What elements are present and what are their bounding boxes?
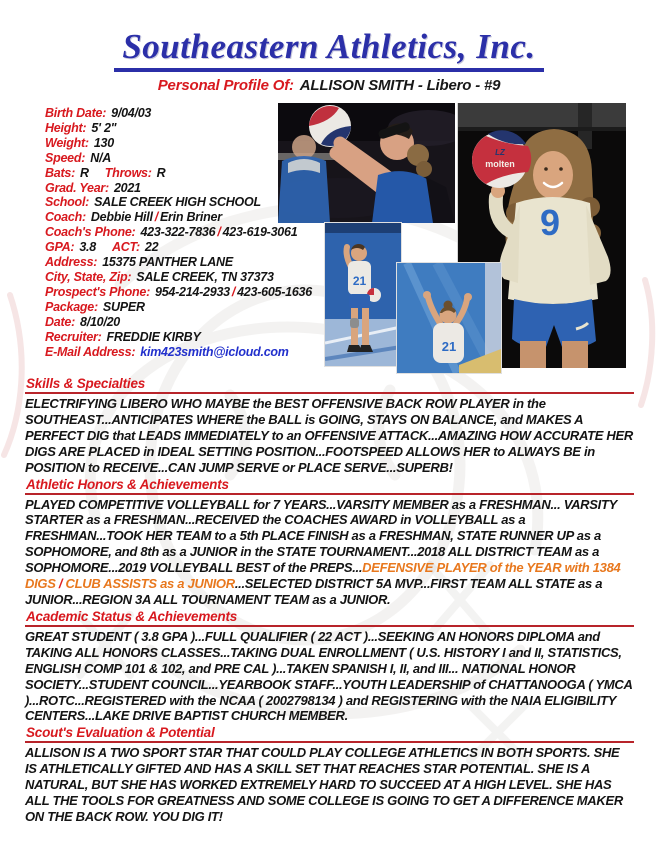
athletic-highlight: DEFENSIVE PLAYER of the YEAR with 1384 DIGS	[25, 560, 621, 592]
ball-label-text: LZ	[495, 148, 505, 157]
info-label: Height:	[45, 120, 87, 135]
photo-serving-21	[396, 262, 502, 374]
info-value: 423-322-7836	[140, 225, 216, 240]
info-value: 8/10/20	[80, 314, 120, 329]
jersey-number-21: 21	[352, 274, 367, 288]
section-heading-athletic: Athletic Honors & Achievements	[25, 477, 634, 495]
section-body-athletic	[25, 497, 634, 608]
info-row-gpa-act	[45, 240, 365, 255]
info-row-coach	[45, 210, 365, 225]
athletic-text: PLAYED COMPETITIVE VOLLEYBALL for 7 YEARS...VARSITY MEMBER as a FRESHMAN... VARSITY STARTER as a FRESHMAN...RECEIVED the COACHES AWARD in VOLLEYBALL as a FRESHMAN...TOOK HER TEAM to a 5th PLACE FINISH as a FRESHMAN, STATE RUNNER UP as a SOPHOMORE, and 8th as a JUNIOR in the STATE TOURNAMENT...2018 ALL DISTRICT TEAM as a SOPHOMORE...2019 VOLLEYBALL BEST of the PREPS...	[25, 496, 617, 576]
info-row-speed	[45, 151, 365, 166]
info-label: Coach:	[45, 210, 86, 225]
info-value: 2021	[113, 180, 141, 195]
info-value: 15375 PANTHER LANE	[102, 255, 233, 270]
subtitle-athlete-name: ALLISON SMITH - Libero - #9	[299, 77, 501, 94]
info-value: Erin Briner	[159, 210, 222, 225]
section-body-academic: GREAT STUDENT ( 3.8 GPA )...FULL QUALIFIER ( 22 ACT )...SEEKING AN HONORS DIPLOMA and TAKING ALL HONORS CLASSES...TAKING DUAL ENROLLMENT ( U.S. HISTORY I and II, STATISTICS, ENGLISH COMP 101 & 102, and PRE CAL )...TAKEN SPANISH I, II, and III... NATIONAL HONOR SOCIETY...STUDENT COUNCIL...YEARBOOK STAFF...YOUTH LEADERSHIP of CHATTANOOGA ( YMCA )...ROTC...REGISTERED with the NCAA ( 2002798134 ) and REGISTERING with the NAIA ELIGIBILITY CENTERS...LAKE DRIVE BAPTIST CHURCH MEMBER.	[25, 628, 633, 724]
section-body-scout: ALLISON IS A TWO SPORT STAR THAT COULD PLAY COLLEGE ATHLETICS IN BOTH SPORTS. SHE IS ATHLETICALLY GIFTED AND HAS A SKILL SET THAT REACHES STAR POTENTIAL. SHE IS A NATURAL, BUT SHE HAS WORKED EXTREMELY HARD TO SUCCEED AT A HIGH LEVEL. SHE HAS ALL THE TOOLS FOR GREATNESS AND SOME COLLEGE IS GOING TO GET A DIFFERENCE MAKER ON THE BACK ROW. YOU DIG IT!	[25, 745, 623, 824]
info-value: 9/04/03	[111, 106, 152, 120]
info-label: GPA:	[45, 240, 75, 255]
info-value: 423-605-1636	[237, 284, 312, 299]
info-row-email	[45, 345, 365, 360]
slash-separator: /	[58, 576, 63, 592]
slash-separator: /	[217, 225, 221, 240]
info-label: Recruiter:	[45, 329, 102, 344]
report-sections	[25, 376, 634, 826]
info-row-height	[45, 121, 365, 136]
info-label: Birth Date:	[45, 106, 107, 120]
info-row-recruiter	[45, 330, 365, 345]
jersey-number-21: 21	[441, 339, 457, 354]
info-row-grad-year	[45, 181, 365, 196]
section-heading-skills: Skills & Specialties	[25, 376, 634, 394]
info-row-coach-phone	[45, 225, 365, 240]
info-value: 423-619-3061	[222, 225, 298, 240]
info-label: Package:	[45, 299, 98, 314]
info-row-school	[45, 195, 365, 210]
email-link[interactable]: kim423smith@icloud.com	[140, 344, 289, 359]
info-row-package	[45, 300, 365, 315]
info-label: Address:	[45, 255, 98, 270]
info-label: ACT:	[111, 240, 140, 255]
info-value: Debbie Hill	[90, 210, 153, 225]
subtitle-label: Personal Profile Of:	[157, 77, 294, 94]
info-value: 3.8	[79, 240, 96, 255]
info-label: Bats:	[45, 165, 76, 180]
info-row-address	[45, 255, 365, 270]
info-value: 954-214-2933	[155, 284, 230, 299]
info-label: School:	[45, 195, 90, 210]
info-label: Speed:	[45, 150, 86, 165]
info-label: Date:	[45, 314, 76, 329]
section-body-skills: ELECTRIFYING LIBERO WHO MAYBE the BEST OFFENSIVE BACK ROW PLAYER in the SOUTHEAST...ANTICIPATES WHERE the BALL is GOING, STAYS ON BALANCE, and MAKES A PERFECT DIG that LEADS IMMEDIATELY to an OFFENSIVE ATTACK...AMAZING HOW ACCURATE HER DIGS ARE PLACED in IDEAL SETTING POSITION...FOOTSPEED ALLOWS HER to ALWAYS BE in POSITION to RECEIVE...CAN JUMP SERVE or PLACE SERVE...SUPERB!	[25, 396, 633, 475]
slash-separator: /	[154, 210, 158, 225]
page-title: Southeastern Athletics, Inc.	[114, 27, 543, 72]
info-value: 22	[144, 240, 159, 255]
athletic-text: ...SELECTED DISTRICT 5A MVP...FIRST TEAM ALL STATE as a JUNIOR...REGION 3A ALL TOURNAMENT TEAM as a JUNIOR.	[25, 576, 603, 607]
info-label: Prospect's Phone:	[45, 284, 150, 299]
info-row-city-state-zip	[45, 270, 365, 285]
info-row-prospect-phone	[45, 285, 365, 300]
section-heading-scout: Scout's Evaluation & Potential	[25, 725, 634, 743]
section-heading-academic: Academic Status & Achievements	[25, 609, 634, 627]
jersey-number-9: 9	[539, 202, 561, 243]
info-value: N/A	[90, 150, 111, 165]
athletic-highlight: CLUB ASSISTS as a JUNIOR	[62, 576, 235, 592]
info-value: 5' 2"	[91, 120, 117, 135]
info-row-birth-date	[45, 106, 365, 121]
info-label: Throws:	[104, 165, 152, 180]
info-label: E-Mail Address:	[45, 344, 136, 359]
info-label: Grad. Year:	[45, 180, 109, 195]
info-label: Coach's Phone:	[45, 225, 136, 240]
info-label: Weight:	[45, 135, 89, 150]
info-value: R	[80, 165, 89, 180]
info-row-date	[45, 315, 365, 330]
subtitle	[0, 77, 658, 94]
info-value: 130	[93, 135, 114, 150]
slash-separator: /	[231, 284, 236, 299]
info-row-bats-throws	[45, 166, 365, 181]
info-value: SUPER	[102, 299, 145, 314]
ball-brand-text: molten	[485, 159, 515, 169]
header	[0, 27, 658, 72]
athlete-info-block	[45, 106, 365, 359]
info-value: SALE CREEK, TN 37373	[136, 269, 274, 284]
info-value: R	[156, 165, 166, 180]
info-value: FREDDIE KIRBY	[106, 329, 201, 344]
info-label: City, State, Zip:	[45, 269, 132, 284]
info-value: SALE CREEK HIGH SCHOOL	[94, 195, 261, 210]
info-row-weight	[45, 136, 365, 151]
